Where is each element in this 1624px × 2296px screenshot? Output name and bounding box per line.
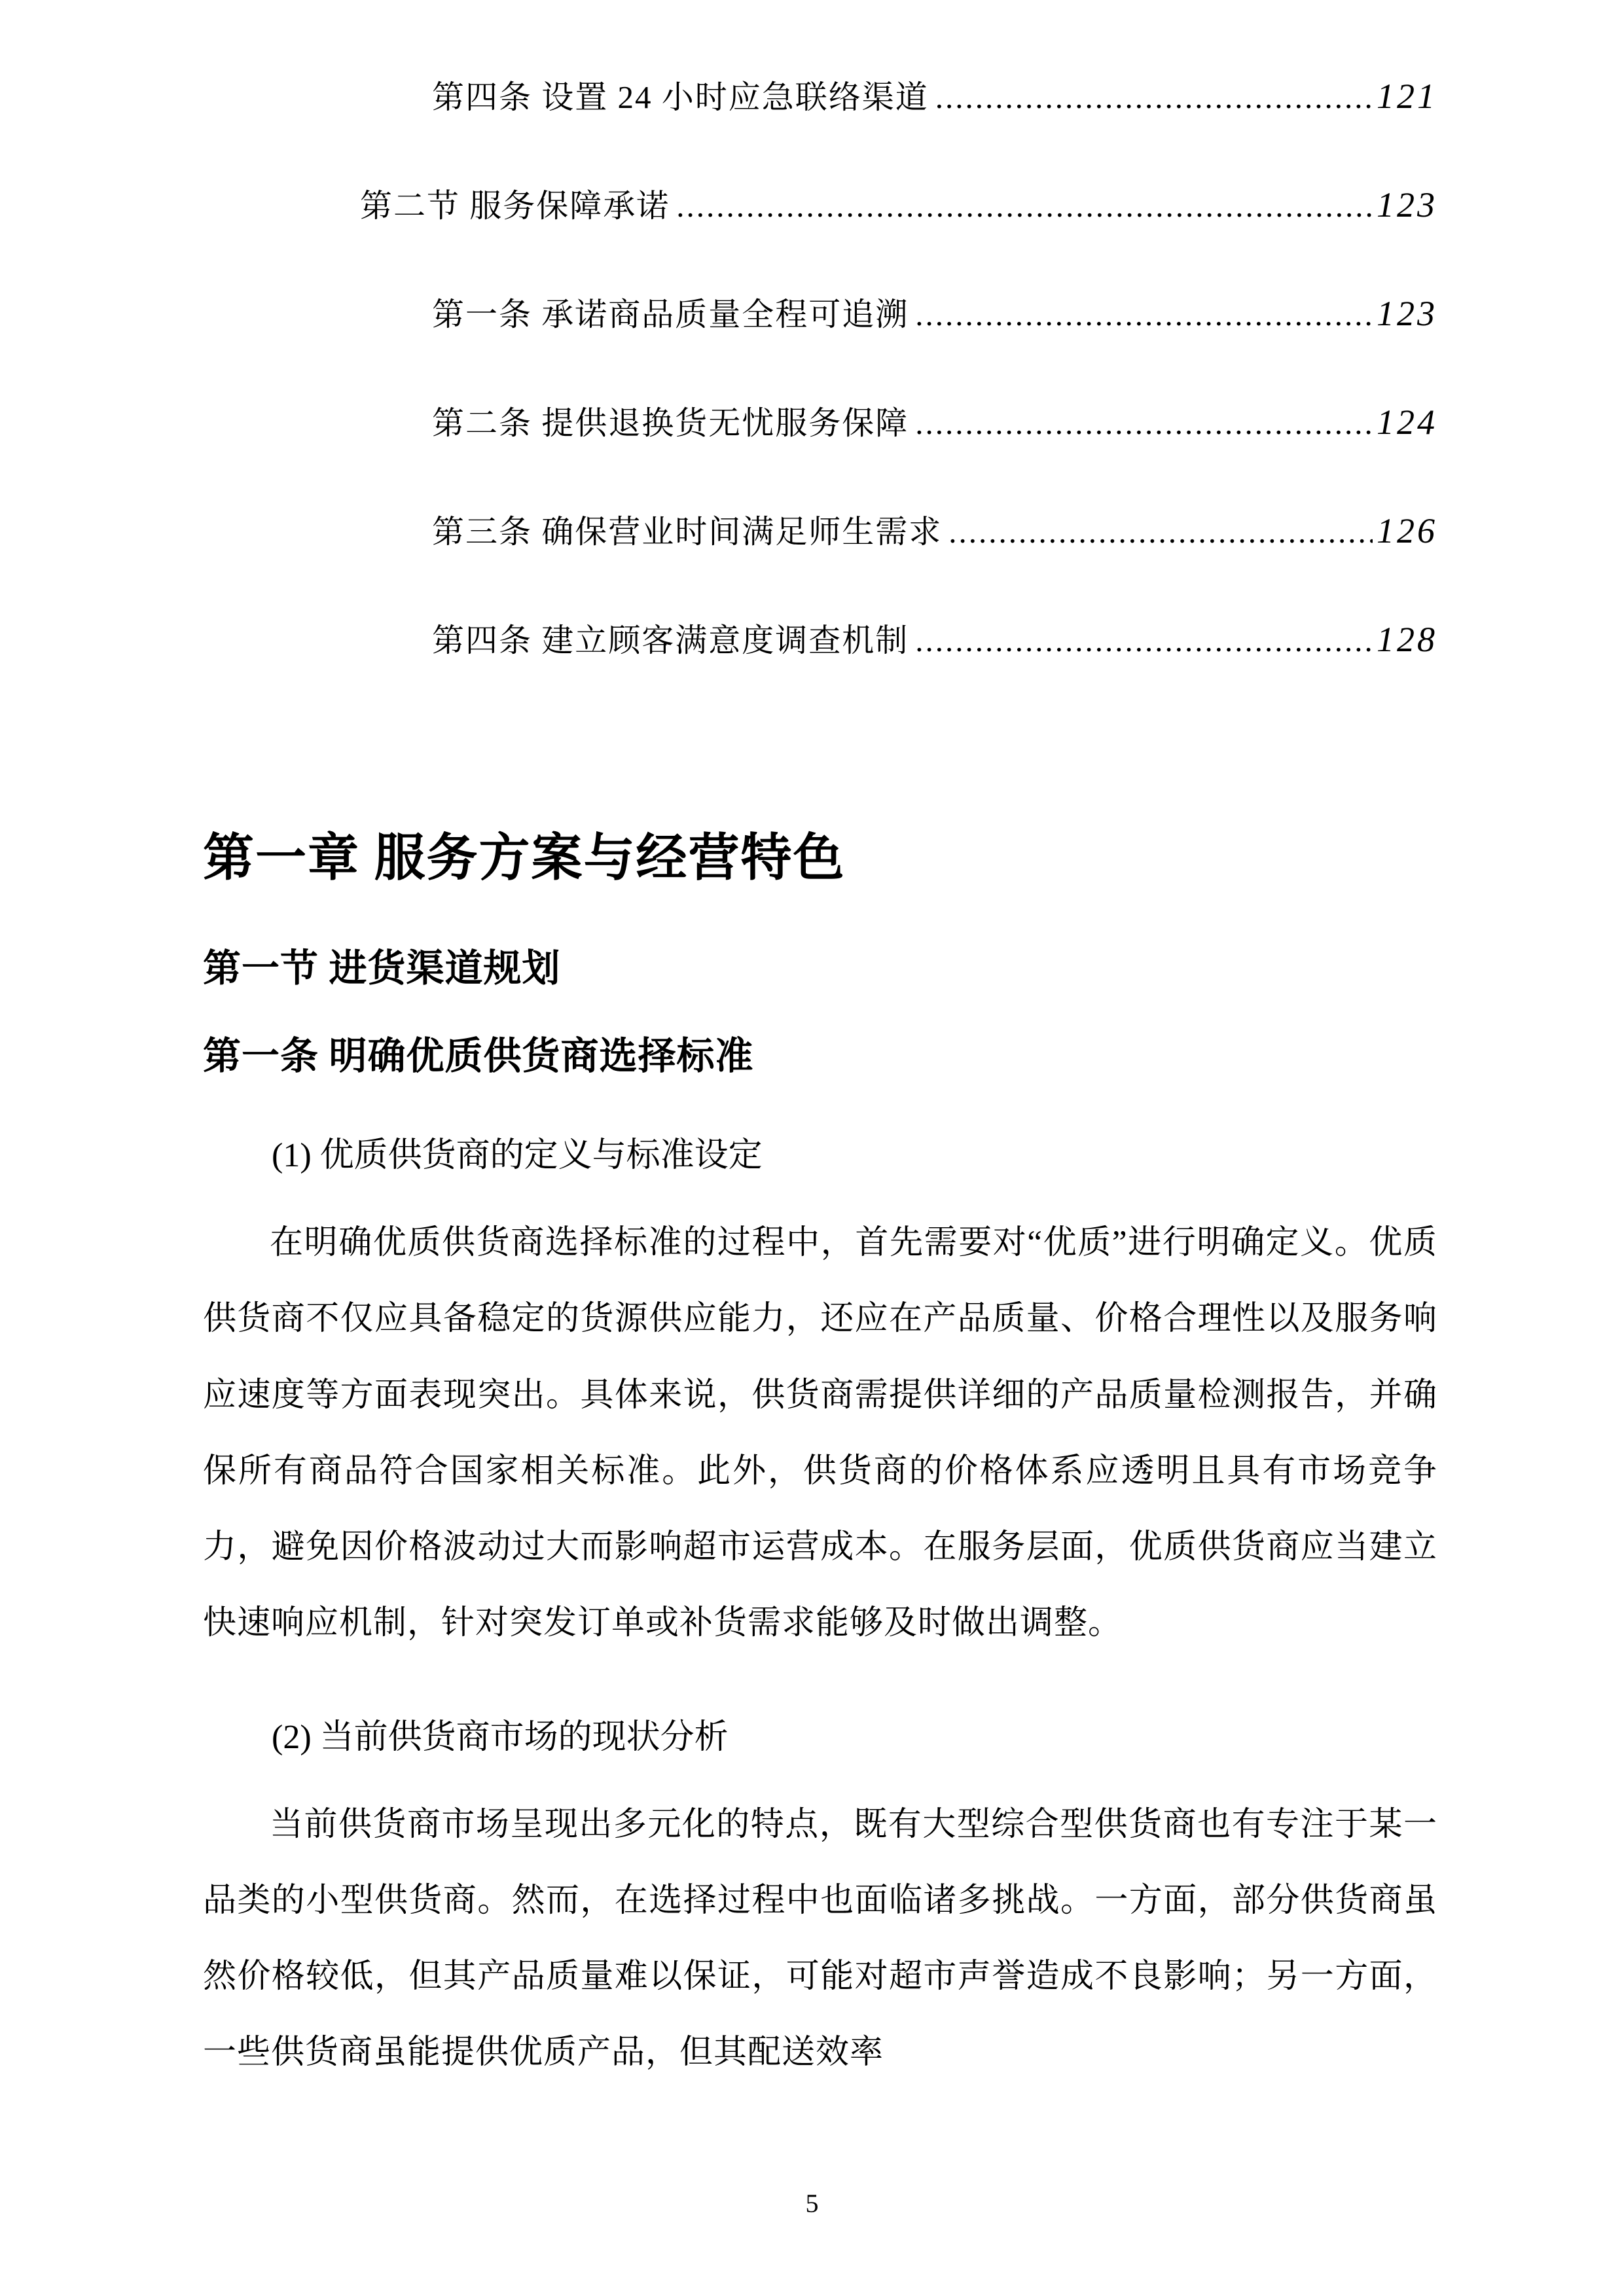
toc-entry-label: 第二条 提供退换货无忧服务保障	[432, 405, 909, 441]
toc-entry-label: 第一条 承诺商品质量全程可追溯	[432, 296, 909, 332]
toc-dot-leader	[935, 79, 1373, 116]
body-paragraph-1: 在明确优质供货商选择标准的过程中，首先需要对“优质”进行明确定义。优质供货商不仅应具备稳定的货源供应能力，还应在产品质量、价格合理性以及服务响应速度等方面表现突出。具体来说，供货商需提供详细的产品质量检测报告，并确保所有商品符合国家相关标准。此外，供货商的价格体系应透明且具有市场竞争力，避免因价格波动过大而影响超市运营成本。在服务层面，优质供货商应当建立快速响应机制，针对突发订单或补货需求能够及时做出调整。	[203, 1225, 1437, 1642]
toc-entry-page: 124	[1377, 403, 1437, 442]
toc-dot-leader	[676, 187, 1373, 224]
toc-entry[interactable]	[203, 507, 1437, 552]
toc-entry-page: 128	[1377, 620, 1437, 659]
toc-entry[interactable]	[203, 289, 1437, 335]
list-item-heading-2: (2) 当前供货商市场的现状分析	[272, 1718, 729, 1756]
toc-entry[interactable]	[203, 615, 1437, 661]
body-paragraph-2: 当前供货商市场呈现出多元化的特点，既有大型综合型供货商也有专注于某一品类的小型供货商。然而，在选择过程中也面临诸多挑战。一方面，部分供货商虽然价格较低，但其产品质量难以保证，可能对超市声誉造成不良影响；另一方面，一些供货商虽能提供优质产品，但其配送效率	[203, 1806, 1437, 2072]
toc-dot-leader	[915, 404, 1373, 442]
toc-dot-leader	[915, 296, 1373, 333]
toc-dot-leader	[948, 513, 1373, 550]
toc-entry-label: 第三条 确保营业时间满足师生需求	[432, 514, 943, 550]
table-of-contents	[203, 72, 1437, 661]
toc-entry[interactable]	[203, 72, 1437, 118]
page-number: 5	[805, 2189, 819, 2218]
toc-entry[interactable]	[203, 181, 1437, 226]
toc-entry-label: 第二节 服务保障承诺	[360, 188, 670, 224]
toc-entry-label: 第四条 设置 24 小时应急联络渠道	[432, 79, 929, 115]
toc-dot-leader	[915, 622, 1373, 659]
section-heading: 第一节 进货渠道规划	[203, 947, 561, 990]
toc-entry-page: 123	[1377, 294, 1437, 333]
toc-entry-label: 第四条 建立顾客满意度调查机制	[432, 622, 909, 658]
chapter-title: 第一章 服务方案与经营特色	[203, 829, 846, 886]
toc-entry-page: 121	[1377, 77, 1437, 116]
list-item-heading-1: (1) 优质供货商的定义与标准设定	[272, 1137, 763, 1174]
toc-entry-page: 123	[1377, 185, 1437, 224]
toc-entry-page: 126	[1377, 511, 1437, 550]
article-heading: 第一条 明确优质供货商选择标准	[203, 1035, 754, 1077]
toc-entry[interactable]	[203, 398, 1437, 444]
